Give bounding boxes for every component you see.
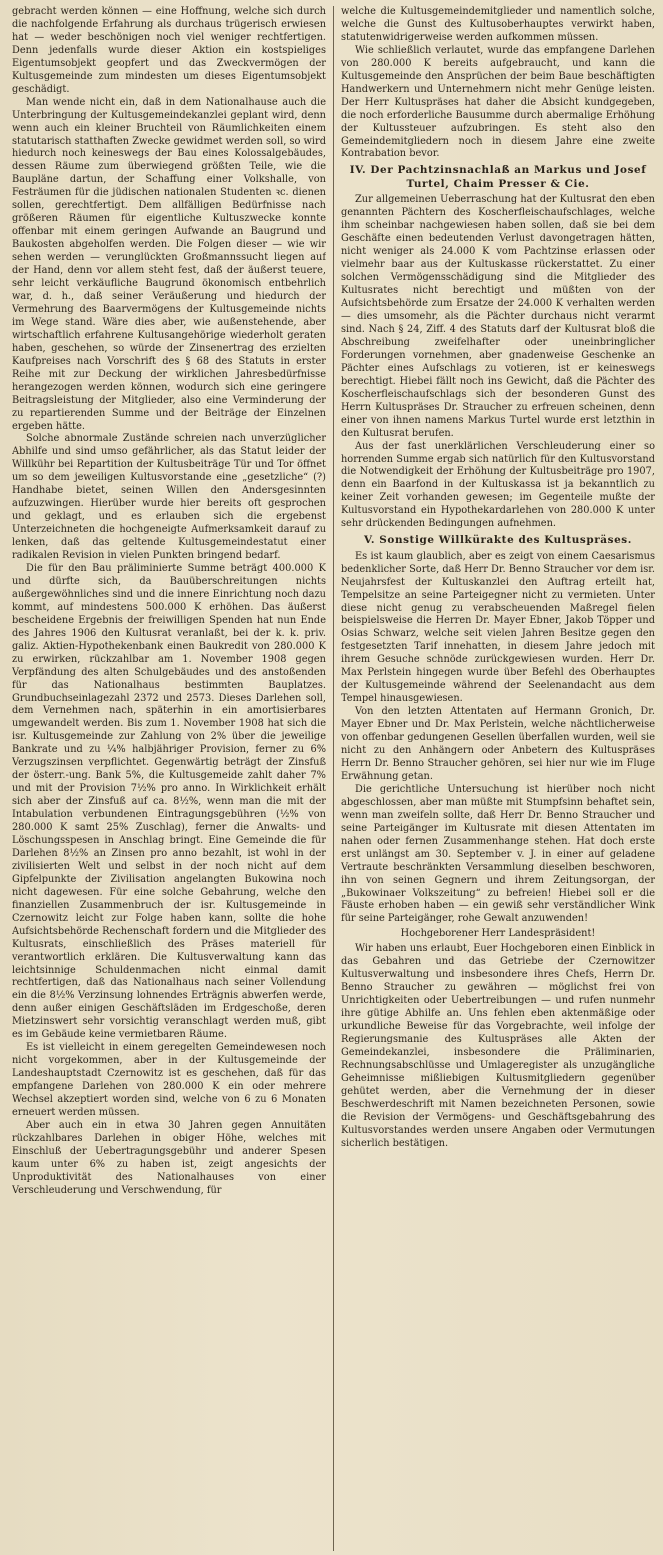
- left-paragraph: Aber auch ein in etwa 30 Jahren gegen Annuitäten rückzahlbares Darlehen in obiger Höhe, welches mit Einschluß der Uebertragungsgebühr und anderer Spesen kaum unter 6% zu haben ist, zeigt angesichts der Unproduktivität des Nationalhauses von einer Verschleuderung und Verschwendung, für: [12, 1119, 326, 1196]
- left-paragraph: Man wende nicht ein, daß in dem Nationalhause auch die Unterbringung der Kultusgemeindekanzlei geplant wird, denn wenn auch ein kleiner Bruchteil von Räumlichkeiten einem statutarisch statthaften Zwecke gewidmet werden soll, so wird hiedurch noch keineswegs der Bau eines Kolossalgebäudes, dessen Räume zum überwiegend größten Teile, wie die Baupläne dartun, der Schaffung einer Volkshalle, von Festräumen für die jüdischen nationalen Studenten ꝛc. dienen sollen, gerechtfertigt. Dem allfälligen Bedürfnisse nach größeren Räumen für eigentliche Kultuszwecke konnte offenbar mit einem geringen Aufwande an Baugrund und Baukosten abgeholfen werden. Die Folgen dieser — wie wir sehen werden — verunglückten Großmannssucht liegen auf der Hand, denn vor allem steht fest, daß der äußerst teuere, sehr leicht verkäufliche Baugrund ökonomisch entbehrlich war, d. h., daß seiner Veräußerung und hiedurch der Vermehrung des Baarvermögens der Kultusgemeinde nichts im Wege stand. Wäre dies aber, wie außenstehende, aber wirtschaftlich erfahrene Kultusangehörige wiederholt geraten haben, geschehen, so würde der Zinsenertrag des erzielten Kaufpreises nach Vorschrift des § 68 des Statuts in erster Reihe mit zur Deckung der wirklichen Jahresbedürfnisse herangezogen werden können, wodurch sich eine geringere Beitragsleistung der Mitglieder, also eine Verminderung der zu repartierenden Summe und der Beiträge der Einzelnen ergeben hätte.: [12, 96, 326, 432]
- right-paragraph: Es ist kaum glaublich, aber es zeigt von einem Caesarismus bedenklicher Sorte, daß Herr Dr. Benno Straucher vor dem isr. Neujahrsfest der Kultuskanzlei den Auftrag erteilt hat, Tempelsitze an seine Parteigegner nicht zu vermieten. Unter diese nicht genug zu verabscheuenden Maßregel fielen beispielsweise die Herren Dr. Mayer Ebner, Jakob Töpper und Osias Schwarz, welche seit vielen Jahren Besitze gegen den festgesetzten Tarif innehatten, in diesem Jahre jedoch mit ihrem Gesuche schnöde zurückgewiesen wurden. Herr Dr. Max Perlstein hingegen wurde über Befehl des Oberhauptes der Kultusgemeinde während der Seelenandacht aus dem Tempel hinausgewiesen.: [341, 550, 655, 705]
- section-heading-iv: IV. Der Pachtzinsnachlaß an Markus und Josef Turtel, Chaim Presser & Cie.: [349, 164, 647, 190]
- right-paragraph: Wie schließlich verlautet, wurde das empfangene Darlehen von 280.000 K bereits aufgebraucht, und kann die Kultusgemeinde den Ansprüchen der beim Baue beschäftigten Handwerkern und Unternehmern nicht mehr Genüge leisten. Der Herr Kultuspräses hat daher die Absicht kundgegeben, die noch erforderliche Bausumme durch abermalige Erhöhung der Kultussteuer aufzubringen. Es steht also den Gemeindemitgliedern noch in diesem Jahre eine zweite Kontrabation bevor.: [341, 44, 655, 160]
- right-paragraph: welche die Kultusgemeindemitglieder und namentlich solche, welche die Gunst des Kultusoberhauptes verwirkt haben, statutenwidrigerweise werden aufkommen müssen.: [341, 6, 655, 43]
- right-paragraph: Zur allgemeinen Ueberraschung hat der Kultusrat den eben genannten Pächtern des Koscherfleischaufschlages, welche ihm scheinbar nachgewiesen haben sollen, daß sie bei dem Geschäfte einen bedeutenden Verlust davongetragen hätten, nicht weniger als 24.000 K vom Pachtzinse erlassen oder vielmehr baar aus der Kultuskasse rückerstattet. Zu einer solchen Vermögensschädigung sind die Mitglieder des Kultusrates nicht berechtigt und müßten von der Aufsichtsbehörde zum Ersatze der 24.000 K verhalten werden — dies umsomehr, als die Pächter durchaus nicht verarmt sind. Nach § 24, Ziff. 4 des Statuts darf der Kultusrat bloß die Abschreibung zweifelhafter oder uneinbringlicher Forderungen vornehmen, aber gnadenweise Geschenke an Pächter eines Aufschlags zu votieren, ist er keineswegs berechtigt. Hiebei fällt noch ins Gewicht, daß die Pächter des Koscherfleischaufschlags sich der besonderen Gunst des Herrn Kultuspräses Dr. Straucher zu erfreuen scheinen, denn einer von ihnen namens Markus Turtel wurde erst letzthin in den Kultusrat berufen.: [341, 194, 655, 439]
- left-column: [12, 6, 326, 1551]
- left-paragraph: Solche abnormale Zustände schreien nach unverzüglicher Abhilfe und sind umso gefährlicher, als das Statut leider der Willkühr bei Repartition der Kultusbeiträge Tür und Tor öffnet um so dem jeweiligen Kultusvorstande eine „gesetzliche“ (?) Handhabe bietet, seinen Willen den Andersgesinnten aufzuzwingen. Hierüber wurde hier bereits oft gesprochen und geklagt, und es erlauben sich die ergebenst Unterzeichneten die hochgeneigte Aufmerksamkeit darauf zu lenken, daß das geltende Kultusgemeindestatut einer radikalen Revision in vielen Punkten bringend bedarf.: [12, 433, 326, 562]
- right-column: [341, 6, 655, 1551]
- section-heading-v: V. Sonstige Willkürakte des Kultuspräses.: [364, 534, 632, 547]
- right-paragraph: Von den letzten Attentaten auf Hermann Gronich, Dr. Mayer Ebner und Dr. Max Perlstein, welche nächtlicherweise von offenbar gedungenen Gesellen überfallen wurden, weil sie nicht zu den Anhängern oder Anbetern des Kultuspräses Herrn Dr. Benno Straucher gehören, sei hier nur wie im Fluge Erwähnung getan.: [341, 706, 655, 782]
- right-paragraph: Wir haben uns erlaubt, Euer Hochgeboren einen Einblick in das Gebahren und das Getriebe der Czernowitzer Kultusverwaltung und insbesondere ihres Chefs, Herrn Dr. Benno Straucher zu gewähren — möglichst frei von Unrichtigkeiten oder Uebertreibungen — und rufen nunmehr ihre gütige Abhilfe an. Uns fehlen eben aktenmäßige oder urkundliche Beweise für das Vorgebrachte, weil infolge der Regierungsmanie des Kultuspräses alle Akten der Gemeindekanzlei, insbesondere die Präliminarien, Rechnungsabschlüsse und Umlageregister als unzugängliche Geheimnisse mißliebigen Kultusmitgliedern gegenüber gehütet werden, aber die Vernehmung der in dieser Beschwerdeschrift mit Namen bezeichneten Personen, sowie die Revision der Vermögens- und Geschäftsgebahrung des Kultusvorstandes werden unsere Angaben oder Vermutungen sicherlich bestätigen.: [341, 943, 655, 1149]
- left-paragraph: Es ist vielleicht in einem geregelten Gemeindewesen noch nicht vorgekommen, aber in der Kultusgemeinde der Landeshauptstadt Czernowitz ist es geschehen, daß für das empfangene Darlehen von 280.000 K ein oder mehrere Wechsel akzeptiert worden sind, welche von 6 zu 6 Monaten erneuert werden müssen.: [12, 1042, 326, 1119]
- left-paragraph: Die für den Bau präliminierte Summe beträgt 400.000 K und dürfte sich, da Bauüberschreitungen nichts außergewöhnliches sind und die innere Einrichtung noch dazu kommt, auf mindestens 500.000 K erhöhen. Das äußerst bescheidene Ergebnis der freiwilligen Spenden hat nun Ende des Jahres 1906 den Kultusrat veranlaßt, bei der k. k. priv. galiz. Aktien-Hypothekenbank einen Baukredit von 280.000 K zu erwirken, rückzahlbar am 1. November 1908 gegen Verpfändung des alten Schulgebäudes und des anstoßenden für das Nationalhaus bestimmten Bauplatzes. Grundbuchseinlagezahl 2372 und 2573. Dieses Darlehen soll, dem Vernehmen nach, späterhin in ein amortisierbares umgewandelt werden. Bis zum 1. November 1908 hat sich die isr. Kultusgemeinde zur Zahlung von 2% über die jeweilige Bankrate und zu ¼% halbjähriger Provision, ferner zu 6% Verzugszinsen verpflichtet. Gegenwärtig beträgt der Zinsfuß der österr.-ung. Bank 5%, die Kultusgemeide zahlt daher 7% und mit der Provision 7½% pro anno. In Wirklichkeit erhält sich aber der Zinsfuß auf ca. 8½%, wenn man die mit der Intabulation verbundenen Eintragungsgebühren (½% von 280.000 K samt 25% Zuschlag), ferner die Anwalts- und Löschungsspesen in Anschlag bringt. Eine Gemeinde die für Darlehen 8½% an Zinsen pro anno bezahlt, ist wohl in der zivilisierten Welt und selbst in der noch nicht auf dem Gipfelpunkte der Zivilisation angelangten Bukowina noch nicht dagewesen. Für eine solche Gebahrung, welche den finanziellen Zusammenbruch der isr. Kultusgemeinde in Czernowitz leicht zur Folge haben kann, sollte die hohe Aufsichtsbehörde Rechenschaft fordern und die Mitglieder des Kultusrats, einschließlich des Präses materiell für verantwortlich erklären. Die Kultusverwaltung kann das leichtsinnige Schuldenmachen nicht einmal damit rechtfertigen, daß das Nationalhaus nach seiner Vollendung ein die 8½% Verzinsung lohnendes Erträgnis abwerfen werde, denn außer einigen Geschäftsläden im Erdgeschoße, deren Mietzinswert sehr vorsichtig veranschlagt werden muß, gibt es im Gebäude keine vermietbaren Räume.: [12, 562, 326, 1041]
- right-paragraph: Die gerichtliche Untersuchung ist hierüber noch nicht abgeschlossen, aber man müßte mit Stumpfsinn behaftet sein, wenn man zweifeln sollte, daß Herr Dr. Benno Straucher und seine Parteigänger im Kultusrate mit diesen Attentaten im nahen oder fernen Zusammenhange stehen. Hat doch erste erst unlängst am 30. September v. J. in einer auf geladene Vertraute beschränkten Versammlung dieselben beschworen, ihn von seinen Gegnern und ihrem Zeitungsorgan, der „Bukowinaer Volkszeitung“ zu befreien! Hiebei soll er die Fäuste erhoben haben — ein gewiß sehr verständlicher Wink für seine Parteigänger, rohe Gewalt anzuwenden!: [341, 783, 655, 925]
- salutation: Hochgeborener Herr Landespräsident!: [400, 928, 596, 940]
- columns: [12, 6, 655, 1551]
- column-divider: [333, 6, 334, 1551]
- right-paragraph: Aus der fast unerklärlichen Verschleuderung einer so horrenden Summe ergab sich natürlich für den Kultusvorstand die Notwendigkeit der Erhöhung der Kultusbeiträge pro 1907, denn ein Baarfond in der Kultuskassa ist ja bekanntlich zu keiner Zeit vorhanden gewesen; im Gegenteile mußte der Kultusvorstand ein Hypothekardarlehen von 280.000 K unter sehr drückenden Bedingungen aufnehmen.: [341, 440, 655, 530]
- left-paragraph: gebracht werden können — eine Hoffnung, welche sich durch die nachfolgende Erfahrung als durchaus trügerisch erwiesen hat — weder beschönigen noch viel weniger rechtfertigen. Denn jedenfalls wurde dieser Aktion ein kostspieliges Eigentumsobjekt geopfert und das Zweckvermögen der Kultusgemeinde zum mindesten um dieses Eigentumsobjekt geschädigt.: [12, 6, 326, 95]
